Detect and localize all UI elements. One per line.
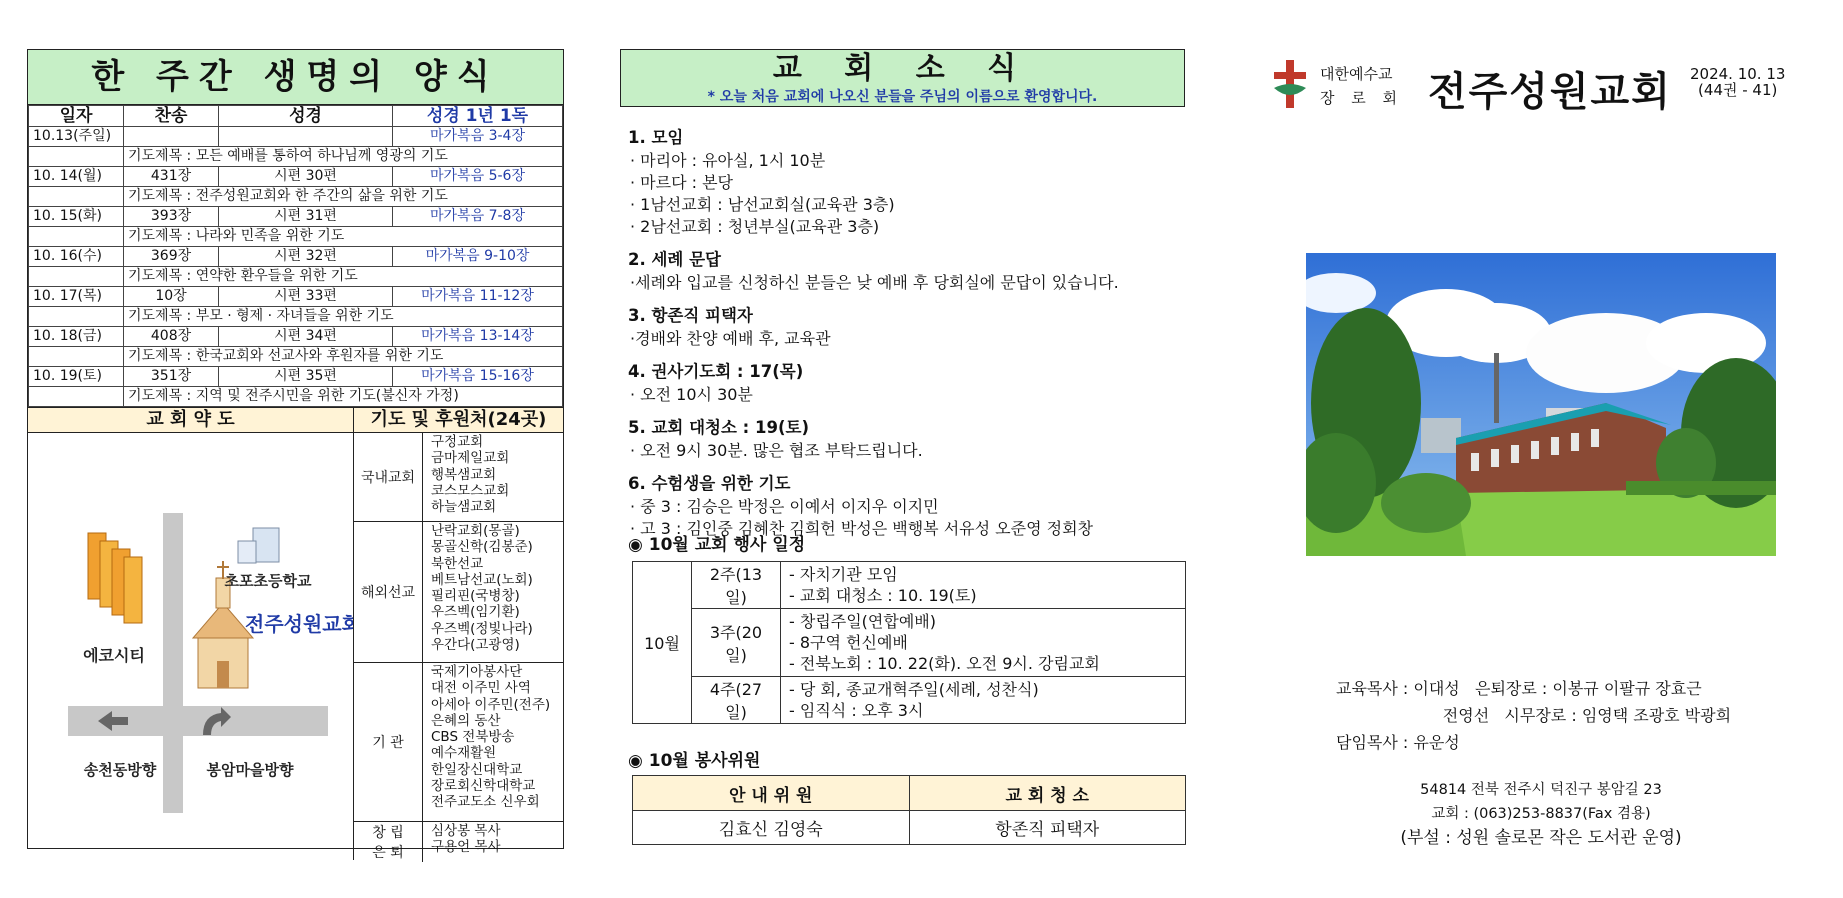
donor-list xyxy=(353,433,563,860)
news-heading: 4. 권사기도회 : 17(목) xyxy=(628,362,804,381)
church-address: 54814 전북 전주시 덕진구 봉암길 23 xyxy=(1420,782,1662,798)
bulletin-volume: (44권 - 41) xyxy=(1698,81,1778,99)
event-week: 4주(27일) xyxy=(692,677,781,724)
event-line: - 임직식 : 오후 3시 xyxy=(789,701,924,720)
map-title: 교 회 약 도 xyxy=(28,408,354,432)
volunteers-cleaning: 항존직 피택자 xyxy=(909,811,1186,845)
staff-line-1: 교육목사 : 이대성 은퇴장로 : 이봉규 이팔규 장효근 xyxy=(1336,679,1702,698)
prayer-spacer xyxy=(29,227,124,247)
map-drawing xyxy=(28,433,353,860)
donor-item: 우즈벡(임기환) xyxy=(431,604,520,621)
donors-title: 기도 및 후원처(24곳) xyxy=(370,409,547,430)
donor-item: 북한선교 xyxy=(431,555,484,572)
bulletin-date-block xyxy=(1690,66,1785,98)
prayer-row xyxy=(29,347,563,367)
donor-item: 아세아 이주민(전주) xyxy=(431,696,551,713)
news-line: · 마리아 : 유아실, 1시 10분 xyxy=(630,151,826,170)
news-line: ·경배와 찬양 예배 후, 교육관 xyxy=(630,329,831,348)
denomination-bottom: 장 로 회 xyxy=(1320,89,1404,107)
news-line: · 고 3 : 김인중 김혜찬 김희헌 박성은 백행복 서유성 오준영 정회창 xyxy=(630,519,1094,538)
donor-item: 국제기아봉사단 xyxy=(431,664,523,680)
donor-item: 금마제일교회 xyxy=(431,450,510,467)
news-heading: 1. 모임 xyxy=(628,128,684,147)
staff-list xyxy=(1336,675,1731,756)
donor-group xyxy=(354,663,563,822)
news-line: ·세례와 입교를 신청하신 분들은 낮 예배 후 당회실에 문답이 있습니다. xyxy=(630,273,1119,292)
header-plan: 성경 1년 1독 xyxy=(393,106,563,127)
schedule-reading: 마가복음 7-8장 xyxy=(393,207,563,227)
donor-item: 몽골신학(김봉준) xyxy=(431,539,533,556)
schedule-psalm: 시편 32편 xyxy=(219,247,393,267)
donor-item: 구용언 목사 xyxy=(431,839,501,856)
prayer-row xyxy=(29,307,563,327)
news-line: · 마르다 : 본당 xyxy=(630,173,734,192)
news-heading: 2. 세례 문답 xyxy=(628,250,721,269)
donor-item: CBS 전북방송 xyxy=(431,729,515,746)
prayer-topic: 기도제목 : 한국교회와 선교사와 후원자를 위한 기도 xyxy=(124,347,563,367)
schedule-reading: 마가복음 5-6장 xyxy=(393,167,563,187)
map-donor-body xyxy=(28,433,563,860)
schedule-reading: 마가복음 9-10장 xyxy=(393,247,563,267)
staff-line-2: 전영선 시무장로 : 임영택 조광호 박광희 xyxy=(1336,706,1732,725)
schedule-reading: 마가복음 11-12장 xyxy=(393,287,563,307)
road-vertical xyxy=(163,513,183,813)
church-photo xyxy=(1306,253,1776,556)
event-week: 2주(13일) xyxy=(692,562,781,609)
volunteers-guide: 김효신 김영숙 xyxy=(633,811,910,845)
prayer-topic: 기도제목 : 나라와 민족을 위한 기도 xyxy=(124,227,563,247)
donor-group xyxy=(354,522,563,663)
volunteers-section xyxy=(628,746,760,771)
schedule-hymn: 393장 xyxy=(124,207,219,227)
event-row xyxy=(633,609,1186,677)
donor-item: 베트남선교(노회) xyxy=(431,571,533,588)
header-scripture: 성경 xyxy=(219,106,393,127)
map-label-bongam: 봉암마을방향 xyxy=(206,761,294,779)
schedule-title: 한 주간 생명의 양식 xyxy=(28,50,563,105)
volunteers-header-guide: 안 내 위 원 xyxy=(633,776,910,811)
prayer-topic: 기도제목 : 연약한 환우들을 위한 기도 xyxy=(124,267,563,287)
news-subtitle: * 오늘 처음 교회에 나오신 분들을 주님의 이름으로 환영합니다. xyxy=(707,89,1098,105)
schedule-reading: 마가복음 3-4장 xyxy=(393,127,563,147)
news-heading: 3. 항존직 피택자 xyxy=(628,306,753,325)
apartment-icon xyxy=(88,533,142,623)
church-logo xyxy=(1270,58,1310,114)
denomination xyxy=(1320,62,1403,110)
news-line: · 오전 10시 30분 xyxy=(630,385,753,404)
schedule-date: 10.13(주일) xyxy=(29,127,124,147)
event-row xyxy=(633,677,1186,724)
event-line: - 창립주일(연합예배) xyxy=(789,612,936,631)
schedule-date: 10. 19(토) xyxy=(29,367,124,387)
header-date: 일자 xyxy=(29,106,124,127)
event-row xyxy=(633,562,1186,609)
volunteers-title: ◉ 10월 봉사위원 xyxy=(628,751,761,771)
schedule-table xyxy=(28,105,563,407)
schedule-row xyxy=(29,207,563,227)
donor-item: 예수재활원 xyxy=(431,745,497,762)
prayer-topic: 기도제목 : 모든 예배를 통하여 하나님께 영광의 기도 xyxy=(124,147,563,167)
donor-category: 창 립 은 퇴 xyxy=(354,822,423,862)
schedule-date: 10. 15(화) xyxy=(29,207,124,227)
event-line: - 8구역 헌신예배 xyxy=(789,633,908,652)
church-annex: (부설 : 성원 솔로몬 작은 도서관 운영) xyxy=(1400,828,1682,848)
church-map xyxy=(28,433,353,860)
schedule-hymn: 369장 xyxy=(124,247,219,267)
schedule-row xyxy=(29,327,563,347)
donor-item: 전주교도소 신우회 xyxy=(431,794,540,811)
denomination-top: 대한예수교 xyxy=(1320,65,1393,83)
donor-category: 국내교회 xyxy=(354,433,423,521)
schedule-date: 10. 18(금) xyxy=(29,327,124,347)
schedule-psalm: 시편 33편 xyxy=(219,287,393,307)
school-icon xyxy=(238,528,279,563)
schedule-reading: 마가복음 13-14장 xyxy=(393,327,563,347)
donor-item: 은혜의 동산 xyxy=(431,712,501,729)
bulletin-date: 2024. 10. 13 xyxy=(1690,65,1786,83)
donor-items xyxy=(423,433,517,521)
event-line: - 자치기관 모임 xyxy=(789,565,898,584)
news-title-box xyxy=(620,49,1185,107)
donor-category: 기 관 xyxy=(354,663,423,821)
prayer-spacer xyxy=(29,187,124,207)
event-line: - 전북노회 : 10. 22(화). 오전 9시. 강림교회 xyxy=(789,654,1100,673)
donor-items xyxy=(423,663,558,821)
event-details xyxy=(781,562,1186,609)
map-label-school: 초포초등학교 xyxy=(224,572,312,590)
schedule-reading: 마가복음 15-16장 xyxy=(393,367,563,387)
prayer-row xyxy=(29,187,563,207)
donor-item: 하늘샘교회 xyxy=(431,499,497,516)
news-line: · 2남선교회 : 청년부실(교육관 3층) xyxy=(630,217,880,236)
schedule-psalm: 시편 31편 xyxy=(219,207,393,227)
schedule-psalm xyxy=(219,127,393,147)
news-list xyxy=(628,116,1228,540)
donor-item: 구정교회 xyxy=(431,434,484,450)
prayer-spacer xyxy=(29,307,124,327)
donor-item: 필리핀(국병창) xyxy=(431,588,520,605)
events-title: ◉ 10월 교회 행사 일정 xyxy=(628,535,806,555)
news-line: · 중 3 : 김승은 박정은 이예서 이지우 이지민 xyxy=(630,497,939,516)
schedule-row xyxy=(29,247,563,267)
church-name: 전주성원교회 xyxy=(1428,69,1672,115)
schedule-row xyxy=(29,127,563,147)
schedule-hymn: 408장 xyxy=(124,327,219,347)
event-week: 3주(20일) xyxy=(692,609,781,677)
schedule-psalm: 시편 35편 xyxy=(219,367,393,387)
schedule-hymn xyxy=(124,127,219,147)
donor-items xyxy=(423,522,541,662)
map-donor-header xyxy=(28,407,563,433)
prayer-spacer xyxy=(29,347,124,367)
prayer-spacer xyxy=(29,387,124,407)
donor-item: 심상봉 목사 xyxy=(431,823,501,839)
cross-logo-icon xyxy=(1270,58,1310,110)
donor-item: 우간다(고광영) xyxy=(431,637,520,654)
church-photo-image xyxy=(1306,253,1776,556)
church-phone: 교회 : (063)253-8837(Fax 겸용) xyxy=(1431,806,1651,822)
schedule-hymn: 10장 xyxy=(124,287,219,307)
header-hymn: 찬송 xyxy=(124,106,219,127)
donor-item: 코스모스교회 xyxy=(431,482,510,499)
donor-item: 장로회신학대학교 xyxy=(431,778,536,795)
event-line: - 교회 대청소 : 10. 19(토) xyxy=(789,586,977,605)
schedule-psalm: 시편 30편 xyxy=(219,167,393,187)
prayer-topic: 기도제목 : 부모 · 형제 · 자녀들을 위한 기도 xyxy=(124,307,563,327)
schedule-date: 10. 14(월) xyxy=(29,167,124,187)
schedule-date: 10. 17(목) xyxy=(29,287,124,307)
weekly-schedule-panel xyxy=(27,49,564,861)
prayer-topic: 기도제목 : 전주성원교회와 한 주간의 삶을 위한 기도 xyxy=(124,187,563,207)
schedule-hymn: 431장 xyxy=(124,167,219,187)
prayer-row xyxy=(29,147,563,167)
event-month: 10월 xyxy=(633,562,692,724)
donor-item: 난락교회(몽골) xyxy=(431,523,520,539)
news-title: 교 회 소 식 xyxy=(772,51,1033,86)
event-line: - 당 회, 종교개혁주일(세례, 성찬식) xyxy=(789,680,1039,699)
events-section xyxy=(628,530,805,555)
event-details xyxy=(781,609,1186,677)
donor-item: 대전 이주민 사역 xyxy=(431,680,531,697)
donor-item: 행복샘교회 xyxy=(431,466,497,483)
events-table xyxy=(632,561,1186,724)
schedule-row xyxy=(29,167,563,187)
prayer-topic: 기도제목 : 지역 및 전주시민을 위한 기도(불신자 가정) xyxy=(124,387,563,407)
donor-item: 우즈벡(정빛나라) xyxy=(431,620,533,637)
donor-category: 해외선교 xyxy=(354,522,423,662)
church-contact xyxy=(1306,778,1776,850)
donor-group xyxy=(354,433,563,522)
map-label-church: 전주성원교회 xyxy=(245,612,353,636)
schedule-hymn: 351장 xyxy=(124,367,219,387)
prayer-row xyxy=(29,227,563,247)
donor-items xyxy=(423,822,509,862)
event-details xyxy=(781,677,1186,724)
news-line: · 오전 9시 30분. 많은 협조 부탁드립니다. xyxy=(630,441,923,460)
news-heading: 6. 수험생을 위한 기도 xyxy=(628,474,791,493)
prayer-spacer xyxy=(29,267,124,287)
staff-line-3: 담임목사 : 유운성 xyxy=(1336,733,1460,752)
volunteers-header-cleaning: 교 회 청 소 xyxy=(909,776,1186,811)
schedule-row xyxy=(29,287,563,307)
map-label-ecocity: 에코시티 xyxy=(83,646,145,665)
schedule-date: 10. 16(수) xyxy=(29,247,124,267)
donor-item: 한일장신대학교 xyxy=(431,761,523,778)
news-heading: 5. 교회 대청소 : 19(토) xyxy=(628,418,810,437)
donor-group xyxy=(354,822,563,862)
news-line: · 1남선교회 : 남선교회실(교육관 3층) xyxy=(630,195,895,214)
prayer-spacer xyxy=(29,147,124,167)
map-label-songcheon: 송천동방향 xyxy=(83,761,157,779)
volunteers-table xyxy=(632,775,1186,845)
prayer-row xyxy=(29,267,563,287)
prayer-row xyxy=(29,387,563,407)
schedule-psalm: 시편 34편 xyxy=(219,327,393,347)
schedule-row xyxy=(29,367,563,387)
